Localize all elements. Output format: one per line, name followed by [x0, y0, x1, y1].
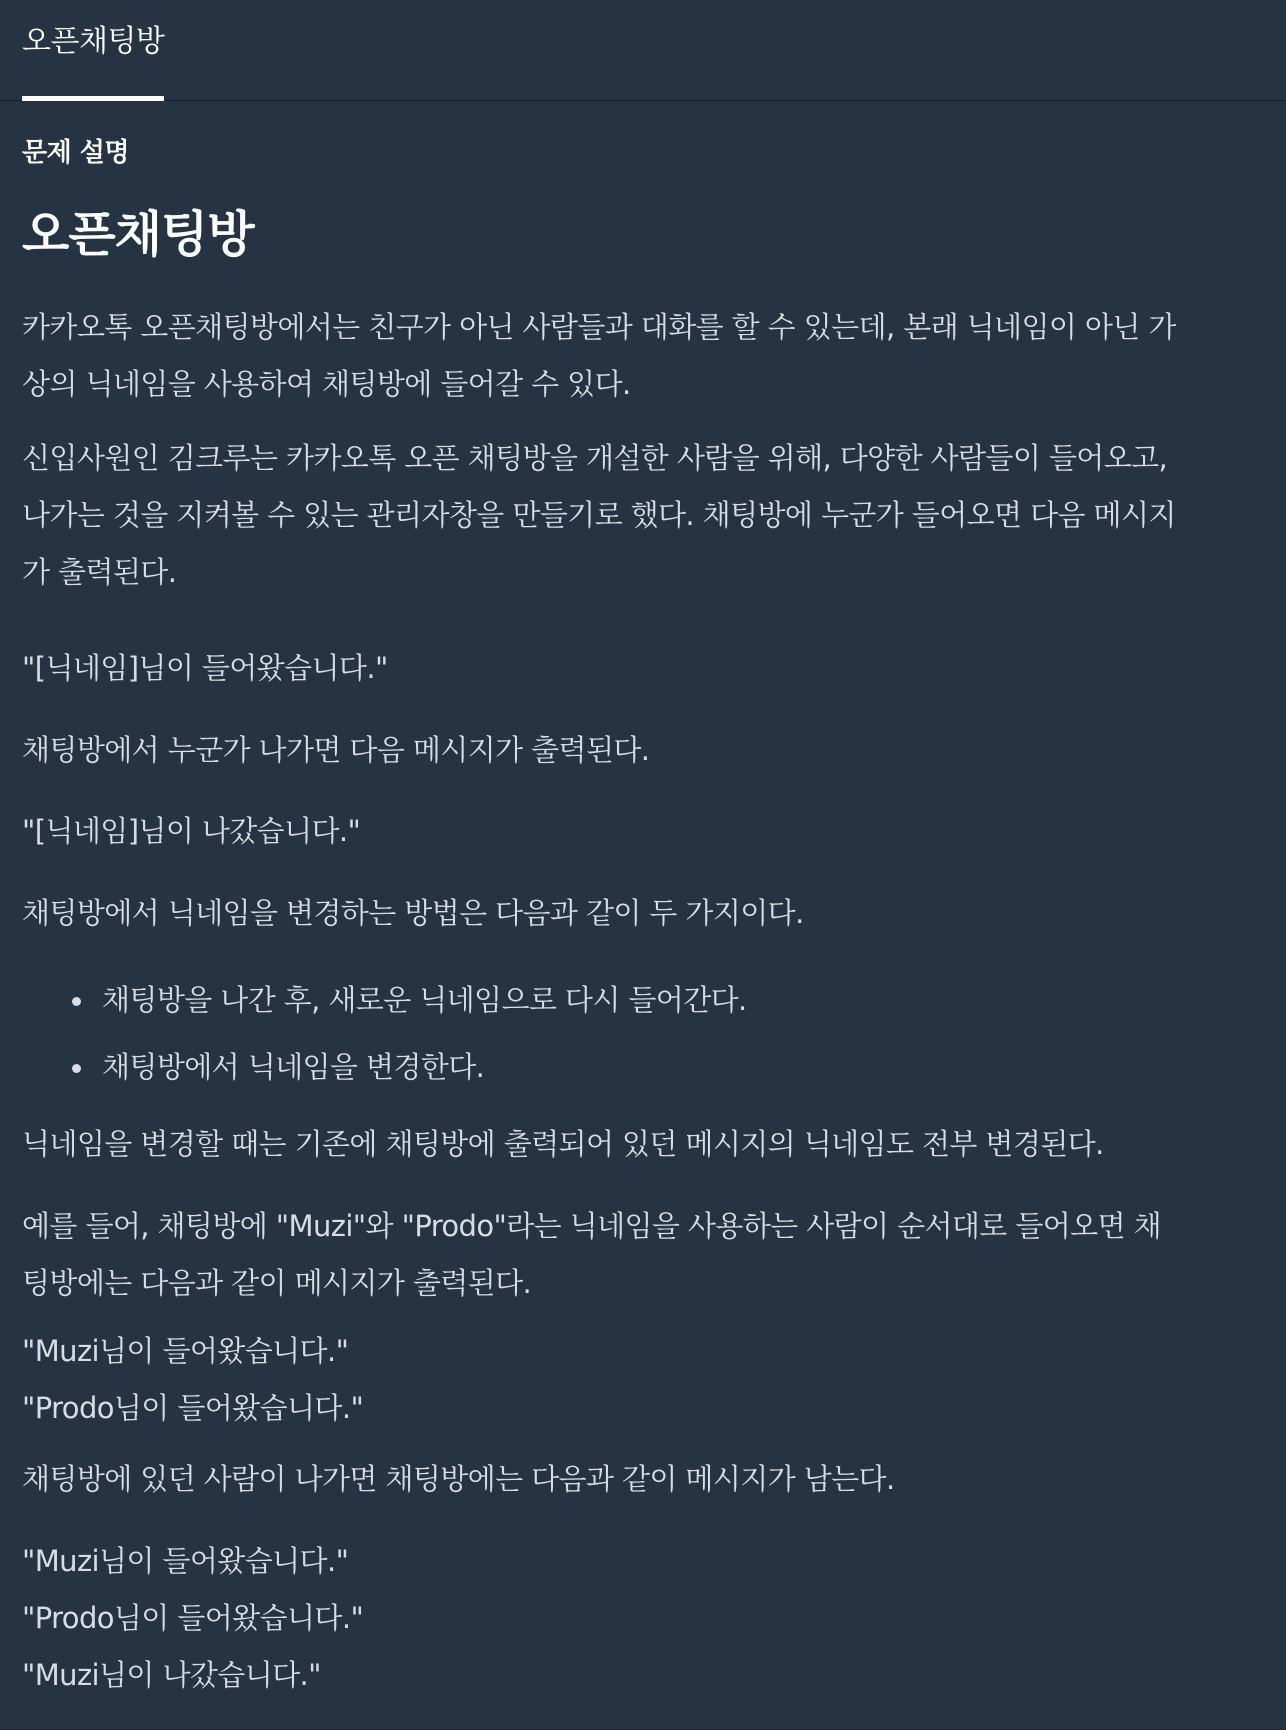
paragraph-leave — [22, 722, 1247, 779]
text-line: "[닉네임]님이 들어왔습니다." — [22, 651, 388, 685]
text-line: "Muzi님이 들어왔습니다." — [22, 1544, 349, 1578]
active-tab-indicator — [22, 96, 164, 101]
list-item — [102, 1034, 1247, 1101]
tab-open-chatroom[interactable] — [22, 0, 164, 101]
list-item-text: 채팅방을 나간 후, 새로운 닉네임으로 다시 들어간다. — [102, 983, 747, 1017]
list-item — [102, 967, 1247, 1034]
text-line: 팅방에는 다음과 같이 메시지가 출력된다. — [22, 1266, 532, 1300]
list-item-text: 채팅방에서 닉네임을 변경한다. — [102, 1050, 485, 1084]
paragraph-background — [22, 430, 1247, 601]
problem-title: 오픈채팅방 — [22, 206, 254, 263]
quote-enter-message — [22, 640, 1247, 697]
tab-label: 오픈채팅방 — [22, 24, 165, 59]
section-label: 문제 설명 — [22, 138, 130, 168]
text-line: 상의 닉네임을 사용하여 채팅방에 들어갈 수 있다. — [22, 367, 631, 401]
quote-leave-message — [22, 803, 1247, 860]
text-line: "Prodo님이 들어왔습니다." — [22, 1601, 364, 1635]
paragraph-example — [22, 1198, 1247, 1312]
text-line: 닉네임을 변경할 때는 기존에 채팅방에 출력되어 있던 메시지의 닉네임도 전부 변경된다. — [22, 1127, 1104, 1161]
text-line: 카카오톡 오픈채팅방에서는 친구가 아닌 사람들과 대화를 할 수 있는데, 본래 닉네임이 아닌 가 — [22, 310, 1176, 344]
text-line: 예를 들어, 채팅방에 "Muzi"와 "Prodo"라는 닉네임을 사용하는 사람이 순서대로 들어오면 채 — [22, 1209, 1162, 1243]
text-line: 채팅방에 있던 사람이 나가면 채팅방에는 다음과 같이 메시지가 남는다. — [22, 1462, 895, 1496]
paragraph-change-methods — [22, 885, 1247, 942]
text-line: 나가는 것을 지켜볼 수 있는 관리자창을 만들기로 했다. 채팅방에 누군가 들어오면 다음 메시지 — [22, 498, 1176, 532]
paragraph-leave-example — [22, 1451, 1247, 1508]
bullet-icon — [72, 997, 81, 1006]
paragraph-change-rule — [22, 1116, 1247, 1173]
text-line: 채팅방에서 누군가 나가면 다음 메시지가 출력된다. — [22, 733, 650, 767]
example-output-2 — [22, 1533, 1247, 1704]
text-line: "[닉네임]님이 나갔습니다." — [22, 814, 361, 848]
bullet-icon — [72, 1064, 81, 1073]
paragraph-intro — [22, 299, 1247, 413]
text-line: 가 출력된다. — [22, 555, 177, 589]
text-line: "Muzi님이 들어왔습니다." — [22, 1334, 349, 1368]
example-output-1 — [22, 1323, 1247, 1437]
text-line: 채팅방에서 닉네임을 변경하는 방법은 다음과 같이 두 가지이다. — [22, 896, 804, 930]
text-line: 신입사원인 김크루는 카카오톡 오픈 채팅방을 개설한 사람을 위해, 다양한 사람들이 들어오고, — [22, 441, 1168, 475]
text-line: "Prodo님이 들어왔습니다." — [22, 1391, 364, 1425]
method-list — [22, 967, 1247, 1101]
tab-bar — [0, 0, 1286, 101]
text-line: "Muzi님이 나갔습니다." — [22, 1658, 321, 1692]
